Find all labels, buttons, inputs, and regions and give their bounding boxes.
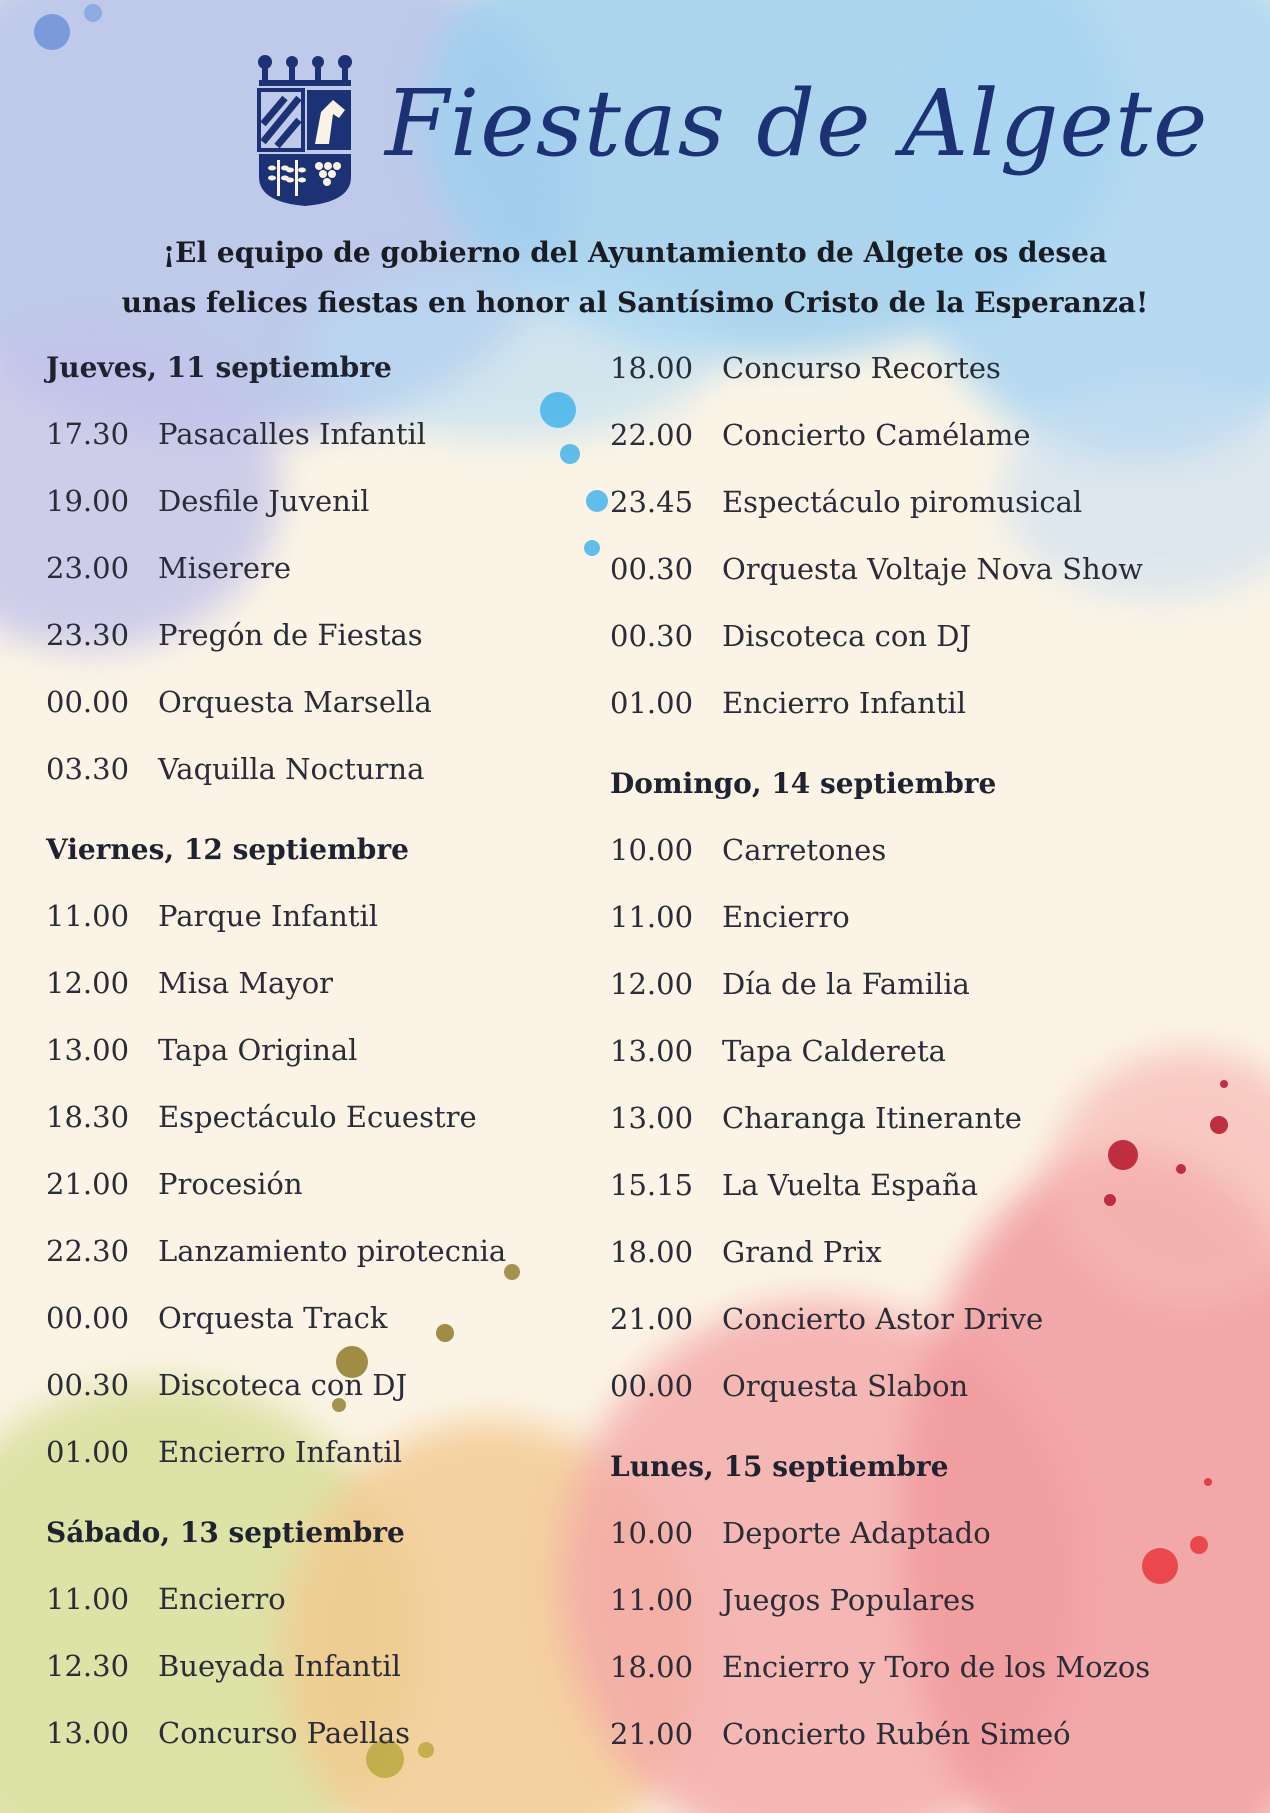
event-name: Desfile Juvenil	[158, 484, 370, 518]
list-item	[610, 1159, 1250, 1226]
subtitle-line-2: unas felices fiestas en honor al Santísimo Cristo de la Esperanza!	[121, 286, 1149, 319]
event-time: 21.00	[46, 1167, 130, 1201]
event-name: Discoteca con DJ	[722, 619, 972, 653]
event-name: Grand Prix	[722, 1235, 882, 1269]
subtitle-line-1: ¡El equipo de gobierno del Ayuntamiento de Algete os desea	[162, 236, 1108, 269]
event-name: Encierro y Toro de los Mozos	[722, 1650, 1151, 1684]
algete-coat-of-arms-icon	[255, 52, 355, 207]
event-time: 10.00	[610, 833, 694, 867]
list-item	[610, 409, 1250, 476]
event-name: Orquesta Track	[158, 1301, 388, 1335]
list-item	[610, 1641, 1250, 1708]
event-time: 23.30	[46, 618, 130, 652]
list-item	[46, 475, 566, 542]
day-heading: Domingo, 14 septiembre	[610, 767, 997, 800]
event-name: Encierro	[158, 1582, 286, 1616]
list-item	[46, 957, 566, 1024]
list-item	[46, 1359, 566, 1426]
list-item	[46, 890, 566, 957]
event-time: 22.00	[610, 418, 694, 452]
event-time: 18.30	[46, 1100, 130, 1134]
event-name: Discoteca con DJ	[158, 1368, 408, 1402]
event-name: Orquesta Voltaje Nova Show	[722, 552, 1143, 586]
event-time: 13.00	[46, 1716, 130, 1750]
event-name: Encierro	[722, 900, 850, 934]
event-time: 21.00	[610, 1302, 694, 1336]
event-time: 22.30	[46, 1234, 130, 1268]
event-time: 23.00	[46, 551, 130, 585]
list-item	[610, 476, 1250, 543]
event-time: 18.00	[610, 1235, 694, 1269]
list-item	[610, 610, 1250, 677]
event-name: Tapa Original	[158, 1033, 358, 1067]
event-name: Concierto Astor Drive	[722, 1302, 1044, 1336]
list-item	[46, 1573, 566, 1640]
event-name: Vaquilla Nocturna	[158, 752, 425, 786]
event-time: 00.30	[610, 619, 694, 653]
header	[255, 50, 1209, 220]
event-time: 19.00	[46, 484, 130, 518]
list-item	[610, 958, 1250, 1025]
subtitle	[0, 228, 1270, 328]
event-time: 11.00	[46, 899, 130, 933]
event-time: 00.30	[610, 552, 694, 586]
list-item	[46, 676, 566, 743]
event-name: Concierto Rubén Simeó	[722, 1717, 1071, 1751]
event-name: Pasacalles Infantil	[158, 417, 427, 451]
list-item	[610, 891, 1250, 958]
list-item	[610, 342, 1250, 409]
event-time: 21.00	[610, 1717, 694, 1751]
list-item	[46, 1707, 566, 1774]
event-time: 11.00	[610, 1583, 694, 1617]
event-time: 13.00	[610, 1034, 694, 1068]
event-name: Orquesta Slabon	[722, 1369, 969, 1403]
event-name: Deporte Adaptado	[722, 1516, 991, 1550]
event-time: 00.00	[610, 1369, 694, 1403]
event-time: 00.00	[46, 1301, 130, 1335]
event-name: Concurso Recortes	[722, 351, 1001, 385]
event-time: 23.45	[610, 485, 694, 519]
event-name: La Vuelta España	[722, 1168, 979, 1202]
event-name: Encierro Infantil	[722, 686, 966, 720]
event-time: 11.00	[610, 900, 694, 934]
list-item	[46, 1292, 566, 1359]
event-name: Lanzamiento pirotecnia	[158, 1234, 507, 1268]
event-name: Tapa Caldereta	[722, 1034, 946, 1068]
list-item	[610, 1574, 1250, 1641]
day-heading: Sábado, 13 septiembre	[46, 1516, 405, 1549]
event-name: Espectáculo piromusical	[722, 485, 1083, 519]
event-time: 01.00	[610, 686, 694, 720]
list-item	[610, 1226, 1250, 1293]
list-item	[610, 1360, 1250, 1427]
list-item	[46, 1426, 566, 1493]
event-name: Miserere	[158, 551, 292, 585]
list-item	[610, 1507, 1250, 1574]
day-heading: Jueves, 11 septiembre	[46, 351, 392, 384]
event-time: 01.00	[46, 1435, 130, 1469]
day-heading: Lunes, 15 septiembre	[610, 1450, 949, 1483]
list-item	[610, 1092, 1250, 1159]
list-item	[46, 1024, 566, 1091]
event-name: Concurso Paellas	[158, 1716, 411, 1750]
event-name: Juegos Populares	[722, 1583, 976, 1617]
event-time: 00.00	[46, 685, 130, 719]
program-column-left	[46, 342, 566, 1774]
event-time: 00.30	[46, 1368, 130, 1402]
list-item	[46, 1091, 566, 1158]
list-item	[610, 677, 1250, 744]
event-name: Encierro Infantil	[158, 1435, 402, 1469]
list-item	[46, 542, 566, 609]
event-time: 15.15	[610, 1168, 694, 1202]
event-time: 13.00	[610, 1101, 694, 1135]
list-item	[610, 1293, 1250, 1360]
event-time: 12.00	[46, 966, 130, 1000]
event-name: Concierto Camélame	[722, 418, 1031, 452]
event-time: 13.00	[46, 1033, 130, 1067]
list-item	[46, 1158, 566, 1225]
list-item	[610, 824, 1250, 891]
event-name: Carretones	[722, 833, 887, 867]
event-time: 18.00	[610, 351, 694, 385]
event-name: Misa Mayor	[158, 966, 334, 1000]
event-time: 17.30	[46, 417, 130, 451]
event-name: Procesión	[158, 1167, 303, 1201]
list-item	[46, 408, 566, 475]
event-name: Bueyada Infantil	[158, 1649, 401, 1683]
event-name: Charanga Itinerante	[722, 1101, 1022, 1135]
day-heading: Viernes, 12 septiembre	[46, 833, 409, 866]
event-name: Día de la Familia	[722, 967, 970, 1001]
list-item	[46, 1225, 566, 1292]
event-time: 11.00	[46, 1582, 130, 1616]
event-name: Pregón de Fiestas	[158, 618, 423, 652]
list-item	[46, 1640, 566, 1707]
event-time: 10.00	[610, 1516, 694, 1550]
event-time: 12.30	[46, 1649, 130, 1683]
event-name: Parque Infantil	[158, 899, 379, 933]
event-time: 03.30	[46, 752, 130, 786]
list-item	[610, 1025, 1250, 1092]
event-time: 18.00	[610, 1650, 694, 1684]
list-item	[46, 609, 566, 676]
event-time: 12.00	[610, 967, 694, 1001]
list-item	[610, 1708, 1250, 1775]
event-name: Espectáculo Ecuestre	[158, 1100, 477, 1134]
program-column-right	[610, 342, 1250, 1775]
page-title: Fiestas de Algete	[385, 70, 1209, 177]
event-name: Orquesta Marsella	[158, 685, 432, 719]
list-item	[610, 543, 1250, 610]
list-item	[46, 743, 566, 810]
